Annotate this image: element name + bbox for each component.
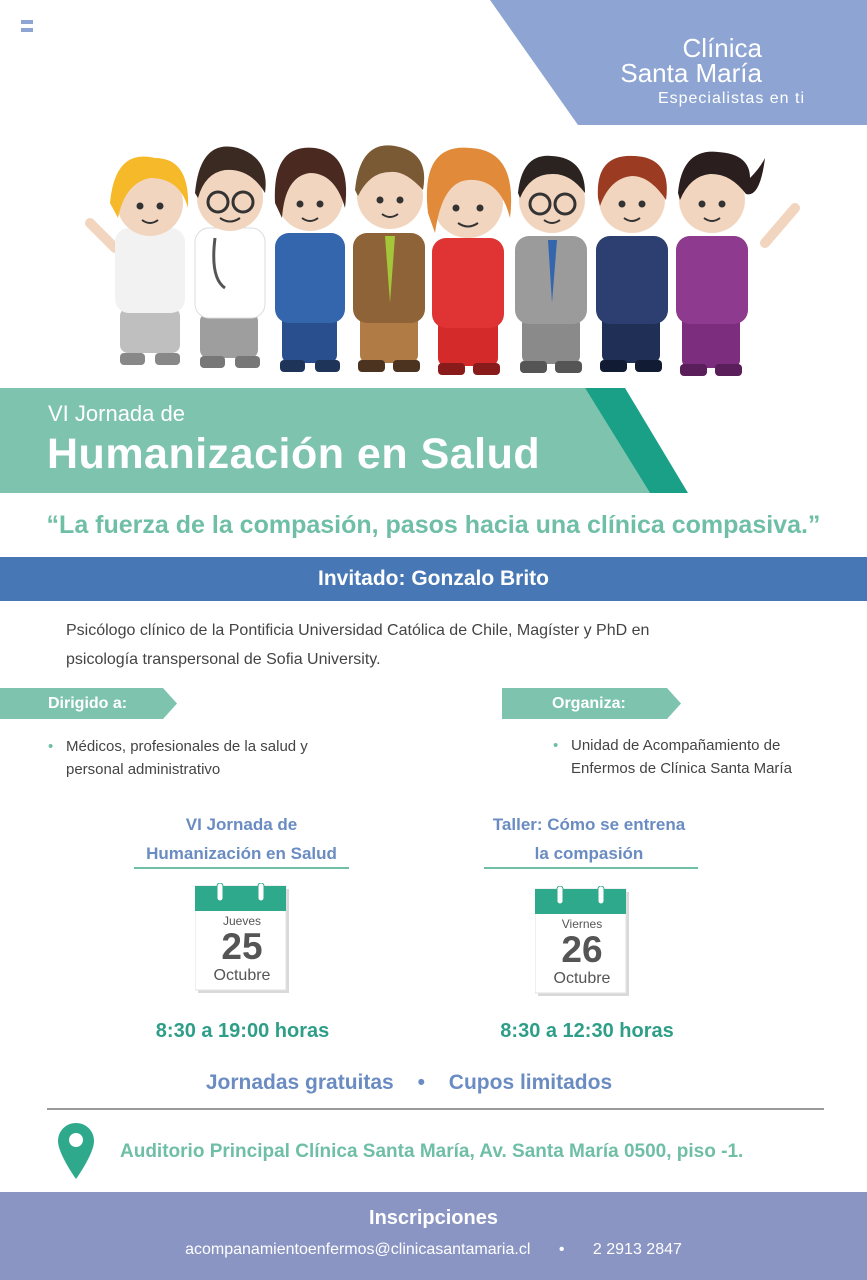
event-2-day: 26 — [561, 929, 603, 970]
event-address: Auditorio Principal Clínica Santa María, Av. Santa María 0500, piso -1. — [120, 1141, 744, 1162]
logo-tagline: Especialistas en ti — [657, 90, 805, 107]
medical-staff-group-illustration — [60, 128, 820, 383]
event-1-title-line-1: VI Jornada de — [185, 815, 298, 834]
audience-line-2: personal administrativo — [66, 761, 221, 778]
event-2-divider — [484, 867, 698, 869]
guest-bio-line-1: Psicólogo clínico de la Pontificia Universidad Católica de Chile, Magíster y PhD en — [66, 622, 650, 639]
map-pin-icon — [58, 1123, 94, 1179]
event-2-title-line-2: la compasión — [534, 844, 644, 863]
organizer-line-2: Enfermos de Clínica Santa María — [571, 760, 792, 777]
registration-title: Inscripciones — [369, 1207, 498, 1229]
event-title: Humanización en Salud — [47, 430, 541, 478]
notes-separator: • — [417, 1071, 425, 1094]
event-2-month: Octubre — [553, 970, 611, 987]
event-1-hours: 8:30 a 19:00 horas — [155, 1020, 330, 1042]
event-1-title — [134, 810, 349, 868]
registration-email[interactable]: acompanamientoenfermos@clinicasantamaria.cl — [185, 1241, 531, 1258]
registration-phone[interactable]: 2 2913 2847 — [592, 1241, 682, 1258]
footer — [0, 1192, 867, 1280]
event-notes — [0, 1071, 818, 1095]
event-2-title-line-1: Taller: Cómo se entrena — [492, 815, 686, 834]
event-2-calendar — [535, 886, 629, 996]
free-note: Jornadas gratuitas — [205, 1071, 394, 1094]
limited-note: Cupos limitados — [448, 1071, 613, 1094]
bullet-dot-icon: • — [553, 737, 559, 754]
contact-separator: • — [558, 1241, 565, 1258]
event-1-day: 25 — [221, 926, 263, 967]
guest-bio-line-2: psicología transpersonal de Sofia University. — [66, 651, 381, 668]
event-quote: “La fuerza de la compasión, pasos hacia una clínica compasiva.” — [46, 511, 821, 539]
event-1-calendar — [195, 883, 289, 993]
audience-tag — [0, 688, 178, 719]
logo-line-2: Santa María — [620, 58, 762, 88]
guest-bar: Invitado: Gonzalo Brito — [0, 557, 867, 601]
event-1-title-line-2: Humanización en Salud — [146, 844, 337, 863]
event-2-hours: 8:30 a 12:30 horas — [500, 1020, 674, 1042]
audience-line-1: Médicos, profesionales de la salud y — [66, 738, 308, 755]
event-1-month: Octubre — [213, 967, 271, 984]
organizer-bullet — [553, 734, 841, 780]
organizer-label: Organiza: — [552, 695, 626, 712]
logo-line-1: Clínica — [682, 33, 762, 63]
event-1-weekday: Jueves — [222, 914, 262, 928]
organizer-tag — [502, 688, 682, 719]
organizer-line-1: Unidad de Acompañamiento de — [571, 737, 781, 754]
audience-label: Dirigido a: — [48, 695, 128, 712]
logo-band — [0, 0, 867, 125]
medical-cross-icon — [0, 0, 56, 56]
bullet-dot-icon: • — [48, 738, 54, 755]
clinic-logo-text — [620, 33, 762, 88]
divider — [47, 1108, 824, 1110]
event-1-divider — [134, 867, 349, 869]
registration-contact — [0, 1241, 867, 1259]
event-subtitle: VI Jornada de — [48, 401, 185, 426]
event-2-title — [480, 810, 698, 868]
guest-bio — [66, 616, 826, 674]
audience-bullet — [48, 735, 366, 781]
event-2-weekday: Viernes — [561, 917, 603, 931]
